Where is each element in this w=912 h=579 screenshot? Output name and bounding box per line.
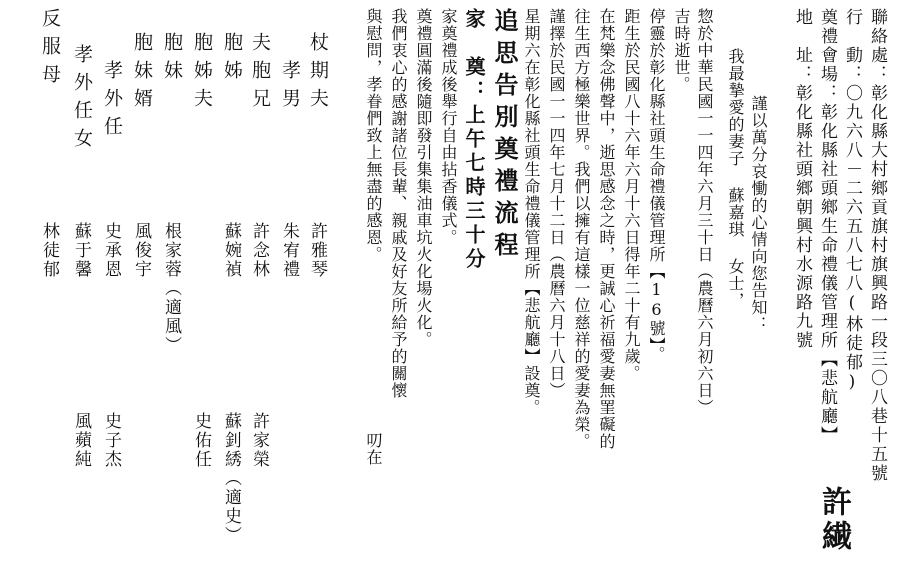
announcement-line: 往生西方極樂世界。我們以擁有這樣一位慈祥的愛妻為榮。: [572, 8, 591, 450]
mobile-number: 〇九六八－二六五八七八(林徒郁): [842, 84, 862, 394]
family-relation: 杖期夫: [307, 32, 329, 116]
family-name: 蘇釗綉（適史）: [221, 412, 241, 545]
family-name: 許念林: [249, 222, 269, 279]
family-relation: 反服母: [39, 8, 61, 92]
family-name: 蘇于馨: [71, 222, 91, 279]
announcement-line: 星期六在彰化縣社頭生命禮儀管理所【悲航廳】設奠。: [522, 8, 541, 416]
venue-line: [818, 8, 835, 445]
family-name: 風蘋純: [71, 412, 91, 469]
mobile-label: 行 動：: [842, 8, 862, 84]
closing-phrase: 叨在: [364, 432, 383, 466]
venue-name: 彰化縣社頭鄉生命禮儀管理所【悲航廳】: [817, 103, 837, 445]
family-relation: 孝外任女: [71, 44, 93, 156]
contact-mobile-line: [843, 8, 860, 394]
family-name: 林徒郁: [39, 222, 59, 279]
ceremony-thanks: 與慰問，孝眷們致上無盡的感恩。: [364, 8, 383, 263]
contact-address: 彰化縣大村鄉貢旗村旗興路一段三〇八巷十五號: [867, 84, 887, 483]
ceremony-thanks: 我們衷心的感謝諸位長輩、親戚及好友所給予的關懷: [389, 8, 408, 399]
family-name: 史子杰: [101, 412, 121, 469]
family-relation: 胞妹婿: [131, 32, 153, 116]
announcement-line: 在梵樂念佛聲中，逝思感念之時，更誠心祈福愛妻無罣礙的: [597, 8, 616, 450]
signature: 許繊: [816, 486, 851, 554]
announcement-line: 距生於民國八十六年六月十六日得年二十有九歲。: [622, 8, 641, 382]
venue-address-label: 地 址：: [792, 8, 812, 84]
family-name: 許家榮: [249, 412, 269, 469]
announcement-line: 停靈於彰化縣社頭生命禮儀管理所【16號】。: [647, 8, 666, 363]
ceremony-time: 家 奠：上午七時三十分: [462, 8, 486, 272]
family-name: 蘇婉禎: [221, 222, 241, 279]
family-relation: 孝男: [279, 60, 301, 116]
announcement-line: 我最摯愛的妻子 蘇嘉琪 女士，: [726, 48, 745, 309]
announcement-line: 謹擇於民國一一四年七月十二日（農曆六月十八日）: [547, 8, 566, 399]
family-relation: 胞妹: [161, 32, 183, 88]
family-relation: 胞姊: [221, 32, 243, 88]
family-name: 朱宥禮: [279, 222, 299, 279]
announcement-line: 吉時逝世。: [672, 8, 691, 93]
ceremony-detail: 奠禮圓滿後隨即發引集集油車坑火化場火化。: [414, 8, 433, 348]
family-relation: 夫胞兄: [249, 32, 271, 116]
family-name: 根家蓉（適風）: [161, 222, 181, 355]
family-relation: 胞姊夫: [191, 32, 213, 116]
family-name: 史承恩: [101, 222, 121, 279]
announcement-line: 惣於中華民國一一四年六月三十日（農曆六月初六日）: [695, 8, 714, 416]
venue-address: 彰化縣社頭鄉朝興村水源路九號: [792, 84, 812, 350]
family-name: 許雅琴: [307, 222, 327, 279]
ceremony-heading: 追思告別奠禮流程: [490, 8, 519, 264]
venue-label: 奠禮會場：: [817, 8, 837, 103]
contact-label: 聯絡處：: [867, 8, 887, 84]
family-name: 風俊宇: [131, 222, 151, 279]
contact-address-line: [868, 8, 885, 483]
family-relation: 孝外任: [101, 60, 123, 144]
announcement-greeting: 謹以萬分哀慟的心情向您告知：: [749, 95, 768, 333]
venue-address-line: [793, 8, 810, 350]
ceremony-detail: 家奠禮成後舉行自由拈香儀式。: [439, 8, 458, 246]
family-name: 史佑任: [191, 412, 211, 469]
